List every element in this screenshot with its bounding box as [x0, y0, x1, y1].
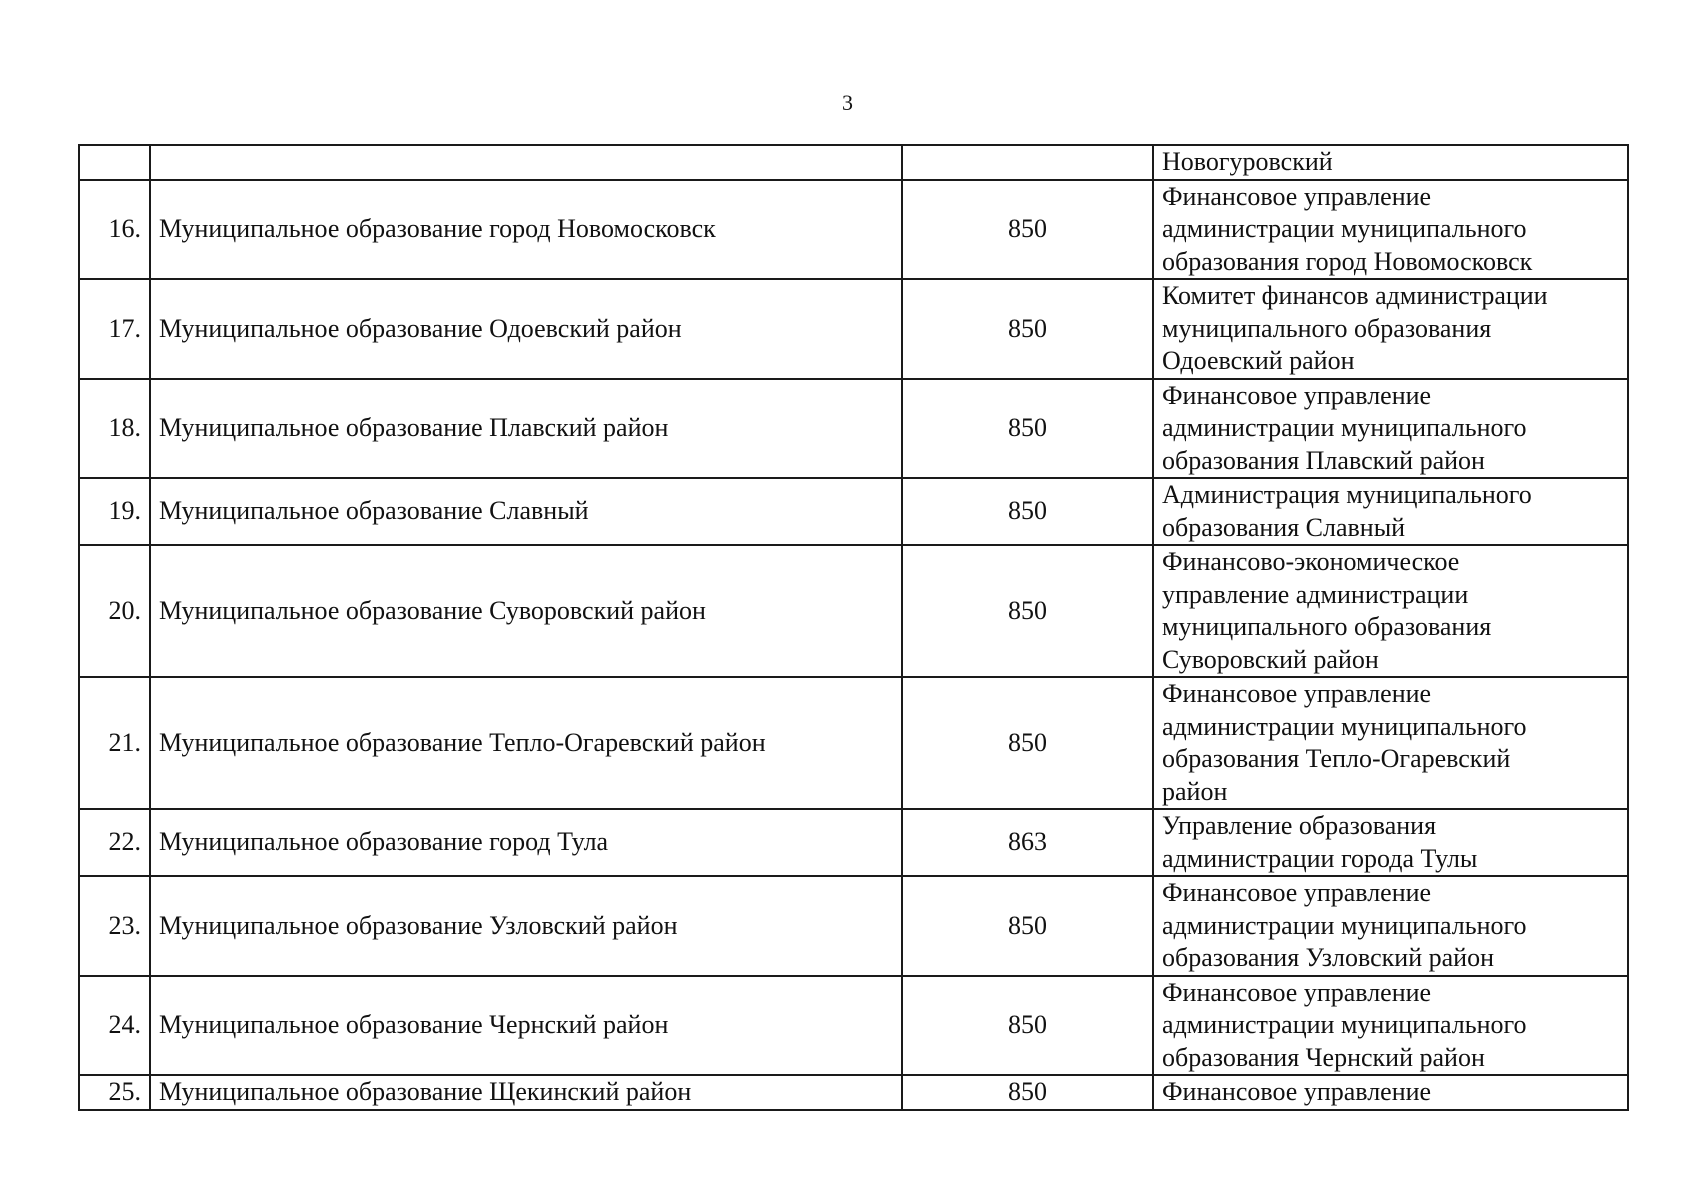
- budget-code: 863: [902, 809, 1153, 876]
- row-number: 25.: [79, 1075, 150, 1110]
- budget-code: 850: [902, 876, 1153, 976]
- budget-code: 850: [902, 478, 1153, 545]
- table-row: [79, 478, 1628, 545]
- municipality-name: Муниципальное образование Чернский район: [150, 976, 902, 1076]
- table-row: [79, 180, 1628, 280]
- municipalities-table: [78, 144, 1629, 1111]
- responsible-organization: Финансовое управление администрации муниципального образования Узловский район: [1153, 876, 1628, 976]
- budget-code: 850: [902, 180, 1153, 280]
- budget-code: 850: [902, 279, 1153, 379]
- municipality-name: Муниципальное образование Тепло-Огаревский район: [150, 677, 902, 809]
- row-number: 19.: [79, 478, 150, 545]
- responsible-organization: Финансовое управление: [1153, 1075, 1628, 1110]
- municipality-name: Муниципальное образование Славный: [150, 478, 902, 545]
- table-row: [79, 379, 1628, 479]
- budget-code: 850: [902, 677, 1153, 809]
- row-number: 16.: [79, 180, 150, 280]
- municipality-name: Муниципальное образование Одоевский район: [150, 279, 902, 379]
- municipality-name: Муниципальное образование город Тула: [150, 809, 902, 876]
- responsible-organization: Администрация муниципального образования Славный: [1153, 478, 1628, 545]
- table-row: [79, 876, 1628, 976]
- table-row: [79, 677, 1628, 809]
- responsible-organization: Управление образования администрации города Тулы: [1153, 809, 1628, 876]
- responsible-organization: Финансово-экономическое управление администрации муниципального образования Суворовский район: [1153, 545, 1628, 677]
- table-row: [79, 545, 1628, 677]
- table-row: [79, 279, 1628, 379]
- budget-code: [902, 145, 1153, 180]
- municipality-name: Муниципальное образование Узловский район: [150, 876, 902, 976]
- municipality-name: Муниципальное образование Суворовский район: [150, 545, 902, 677]
- municipality-name: [150, 145, 902, 180]
- row-number: [79, 145, 150, 180]
- responsible-organization: Комитет финансов администрации муниципального образования Одоевский район: [1153, 279, 1628, 379]
- responsible-organization: Финансовое управление администрации муниципального образования Чернский район: [1153, 976, 1628, 1076]
- responsible-organization: Новогуровский: [1153, 145, 1628, 180]
- row-number: 23.: [79, 876, 150, 976]
- table-row: [79, 1075, 1628, 1110]
- row-number: 21.: [79, 677, 150, 809]
- budget-code: 850: [902, 1075, 1153, 1110]
- municipality-name: Муниципальное образование Плавский район: [150, 379, 902, 479]
- budget-code: 850: [902, 976, 1153, 1076]
- responsible-organization: Финансовое управление администрации муниципального образования Тепло-Огаревский район: [1153, 677, 1628, 809]
- table-row: [79, 976, 1628, 1076]
- row-number: 20.: [79, 545, 150, 677]
- municipality-name: Муниципальное образование город Новомосковск: [150, 180, 902, 280]
- row-number: 18.: [79, 379, 150, 479]
- page-number: 3: [842, 90, 853, 115]
- budget-code: 850: [902, 545, 1153, 677]
- responsible-organization: Финансовое управление администрации муниципального образования город Новомосковск: [1153, 180, 1628, 280]
- responsible-organization: Финансовое управление администрации муниципального образования Плавский район: [1153, 379, 1628, 479]
- row-number: 24.: [79, 976, 150, 1076]
- row-number: 22.: [79, 809, 150, 876]
- budget-code: 850: [902, 379, 1153, 479]
- table-row: [79, 145, 1628, 180]
- municipality-name: Муниципальное образование Щекинский район: [150, 1075, 902, 1110]
- table-row: [79, 809, 1628, 876]
- row-number: 17.: [79, 279, 150, 379]
